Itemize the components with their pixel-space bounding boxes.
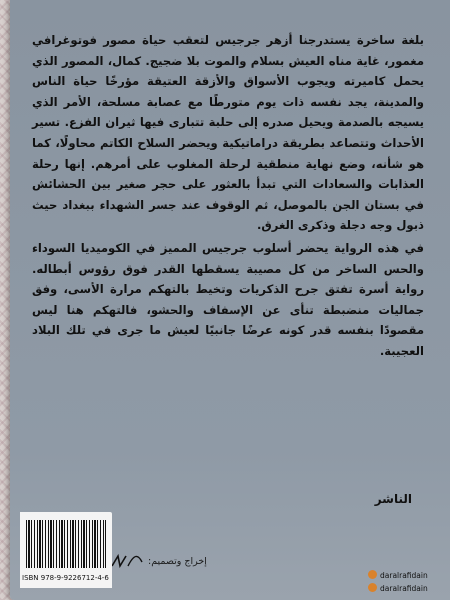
blurb-paragraph-2: في هذه الرواية يحضر أسلوب جرجيس المميز في الكوميديا السوداء والحس الساخر من كل مصيبة يسقطها القدر فوق رؤوس أبطاله. رواية أسرة تفتق جرح الذكريات وتخيط بالتهكم مرارة الأسى، وفق جماليات منضبطة تنأى عن الإسفاف والحشو، فالتهكم هنا ليس مقصودًا بنفسه قدر كونه عرضًا جانبيًا لعيش ما جرى في تلك البلاد العجيبة. (32, 240, 424, 358)
publisher-label: الناشر (374, 492, 412, 506)
blurb-paragraph-1: بلغة ساخرة يستدرجنا أزهر جرجيس لتعقب حياة مصور فوتوغرافي مغمور، غاية مناه العيش بسلام والموت بلا ضجيج. كمال، المصور الذي يحمل كاميرته ويجوب الأسواق والأزقة العتيقة مؤرخًا حياة الناس والمدينة، يجد نفسه ذات يوم متورطًا مع عصابة مسلحة، الأمر الذي يسيجه بالصدمة ويحيل صدره إلى حلبة تتبارى فيها ثيران الفزع. تسير الأحداث وتتصاعد بطريقة دراماتيكية ويحضر السلاح الكاتم محاولًا، كما هو شأنه، وضع نهاية منطقية لرحلة المغلوب على أمرهم. إنها رحلة العذابات والسعادات التي تبدأ بالعثور على حجر صغير بين الحشائش في بستان الجن بالموصل، ثم الوقوف عند جسر الشهداء ببغداد حيث ذبول وجه دجلة وذكرى الغرق. (32, 33, 424, 233)
barcode-bars (26, 520, 106, 568)
instagram-handle (368, 570, 428, 580)
facebook-handle (368, 583, 428, 593)
design-credit: إخراج وتصميم: (148, 556, 207, 567)
book-back-cover (10, 0, 450, 600)
facebook-icon (368, 583, 377, 592)
instagram-handle-text: daralrafidain (380, 571, 428, 580)
isbn-number: ISBN 978-9-9226712-4-6 (22, 574, 109, 582)
facebook-handle-text: daralrafidain (380, 584, 428, 593)
blurb-text (32, 30, 424, 362)
instagram-icon (368, 570, 377, 579)
